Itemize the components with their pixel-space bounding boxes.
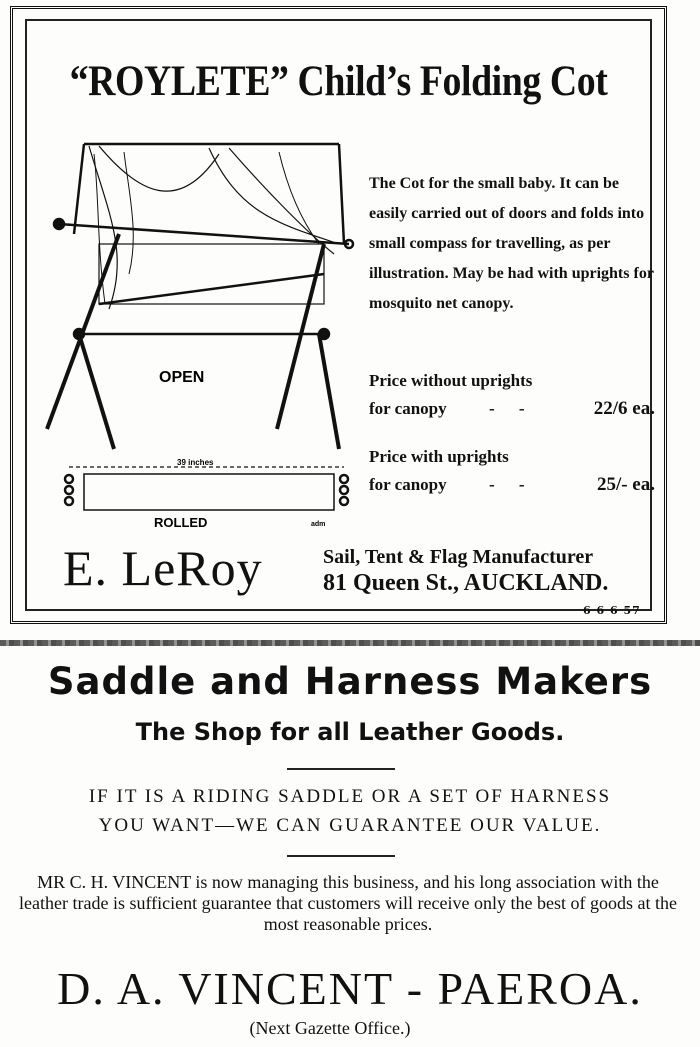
vincent-signature: D. A. VINCENT - PAEROA. [57,963,643,1014]
length-label: 39 inches [177,458,214,467]
illustration-note: adm [311,521,326,528]
merchant-details [323,544,608,596]
folding-cot-illustration [39,134,359,534]
merchant-name: E. LeRoy [63,540,263,596]
merchant-trade: Sail, Tent & Flag Manufacturer [323,546,594,568]
merchant-address: 81 Queen St., AUCKLAND. [323,570,609,596]
price-dashes: - - [489,399,535,418]
ad-title: “ROYLETE” Child’s Folding Cot [69,58,608,105]
pitch-line-1: IF IT IS A RIDING SADDLE OR A SET OF HARNESS [88,786,612,807]
price-amount: 22/6 ea. [593,398,655,419]
price-line2: for canopy [369,399,447,418]
price-without-uprights [369,367,659,423]
rule-top [287,768,395,770]
management-paragraph: MR C. H. VINCENT is now managing this business, and his long association with the leather trade is sufficient guarantee that customers will receive only the best of goods at the most reasonable prices. [19,872,677,934]
price-line1: Price without uprights [369,371,533,390]
shop-subhead: The Shop for all Leather Goods. [135,718,565,746]
pitch-line-2: YOU WANT—WE CAN GUARANTEE OUR VALUE. [98,815,602,836]
cot-description: The Cot for the small baby. It can be easily carried out of doors and folds into small compass for travelling, as per illustration. May be had with uprights for mosquito net canopy. [369,175,654,312]
price-line2: for canopy [369,475,447,494]
price-line1: Price with uprights [369,447,509,466]
location-note: (Next Gazette Office.) [249,1018,411,1038]
price-amount: 25/- ea. [596,474,655,495]
column-divider [0,640,700,646]
price-with-uprights [369,443,659,499]
rolled-label: ROLLED [154,515,208,530]
ad-code: 6 6 6 57 [583,604,641,617]
price-dashes: - - [489,475,535,494]
saddle-headline: Saddle and Harness Makers [47,660,653,703]
open-label: OPEN [159,369,205,386]
rule-bottom [287,855,395,857]
roylete-cot-advertisement [10,6,667,624]
